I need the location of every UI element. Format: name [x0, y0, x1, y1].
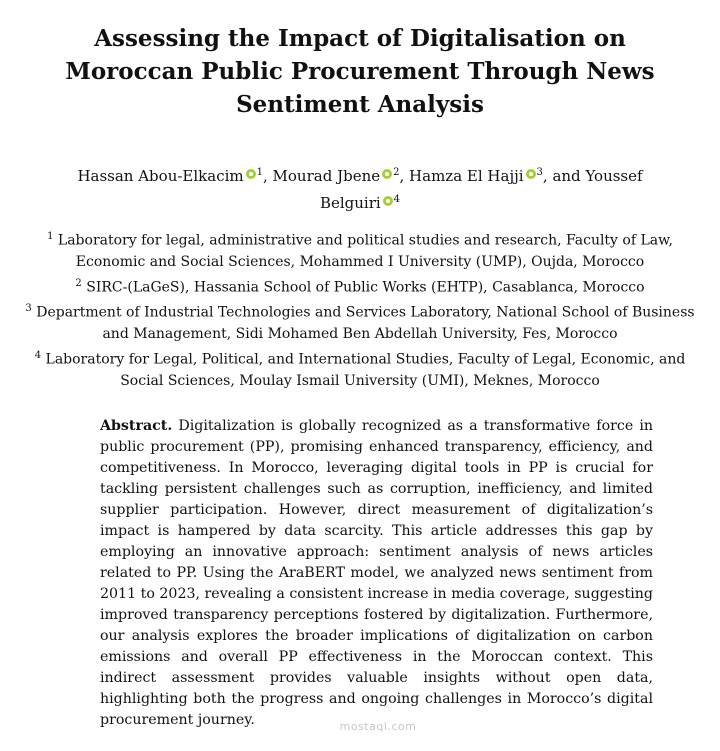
affiliation-number: 2 [75, 277, 82, 289]
author-name: Youssef Belguiri [319, 167, 643, 212]
orcid-icon[interactable] [383, 196, 393, 206]
author-name: Hassan Abou-Elkacim [77, 167, 244, 185]
author-name: Mourad Jbene [272, 167, 381, 185]
author-separator: , [399, 167, 410, 185]
affiliation [20, 298, 700, 345]
affiliation-number: 1 [47, 231, 54, 242]
affiliation-text: Laboratory for legal, administrative and political studies and research, Faculty of Law, Economic and Social Sciences, Mohammed I University (UMP), Oujda, Morocco [57, 232, 673, 270]
paper-title: Assessing the Impact of Digitalisation on Moroccan Public Procurement Through News Sentiment Analysis [65, 25, 655, 118]
author-affiliation-mark: 3 [536, 167, 543, 178]
author-separator: , and [542, 167, 586, 185]
affiliation-text: Laboratory for Legal, Political, and International Studies, Faculty of Legal, Economic, and Social Sciences, Moulay Ismail University (UMI), Meknes, Morocco [45, 351, 686, 389]
affiliation [20, 226, 700, 273]
abstract-text: Digitalization is globally recognized as a transformative force in public procurement (PP), promising enhanced transparency, efficiency, and competitiveness. In Morocco, leveraging digital tools in PP is crucial for tackling persistent challenges such as corruption, inefficiency, and limited supplier participation. However, direct measurement of digitalization’s impact is hampered by data scarcity. This article addresses this gap by employing an innovative approach: sentiment analysis of news articles related to PP. Using the AraBERT model, we analyzed news sentiment from 2011 to 2023, revealing a consistent increase in media coverage, suggesting improved transparency perceptions fostered by digitalization. Furthermore, our analysis explores the broader implications of digitalization on carbon emissions and overall PP effectiveness in the Moroccan context. This indirect assessment provides valuable insights without open data, highlighting both the progress and ongoing challenges in Morocco’s digital procurement journey. [100, 418, 653, 728]
affiliation [20, 273, 700, 299]
author-name: Hamza El Hajji [409, 167, 524, 185]
author-list [60, 161, 660, 215]
abstract-label: Abstract. [100, 418, 173, 434]
affiliation-text: SIRC-(LaGeS), Hassania School of Public Works (EHTP), Casablanca, Morocco [86, 279, 645, 296]
author-affiliation-mark: 1 [256, 167, 263, 178]
orcid-icon[interactable] [526, 169, 536, 179]
affiliation-text: Department of Industrial Technologies and Services Laboratory, National School of Business and Management, Sidi Mohamed Ben Abdellah University, Fes, Morocco [36, 304, 695, 342]
author-separator: , [263, 167, 273, 185]
affiliation [20, 345, 700, 392]
affiliation-list [20, 226, 700, 392]
affiliation-number: 4 [34, 349, 42, 361]
author-affiliation-mark: 4 [393, 194, 401, 205]
author-affiliation-mark: 2 [393, 167, 400, 178]
orcid-icon[interactable] [382, 169, 392, 179]
affiliation-number: 3 [25, 303, 32, 315]
watermark: mostaql.com [339, 720, 417, 733]
abstract [100, 416, 653, 731]
orcid-icon[interactable] [246, 169, 256, 179]
